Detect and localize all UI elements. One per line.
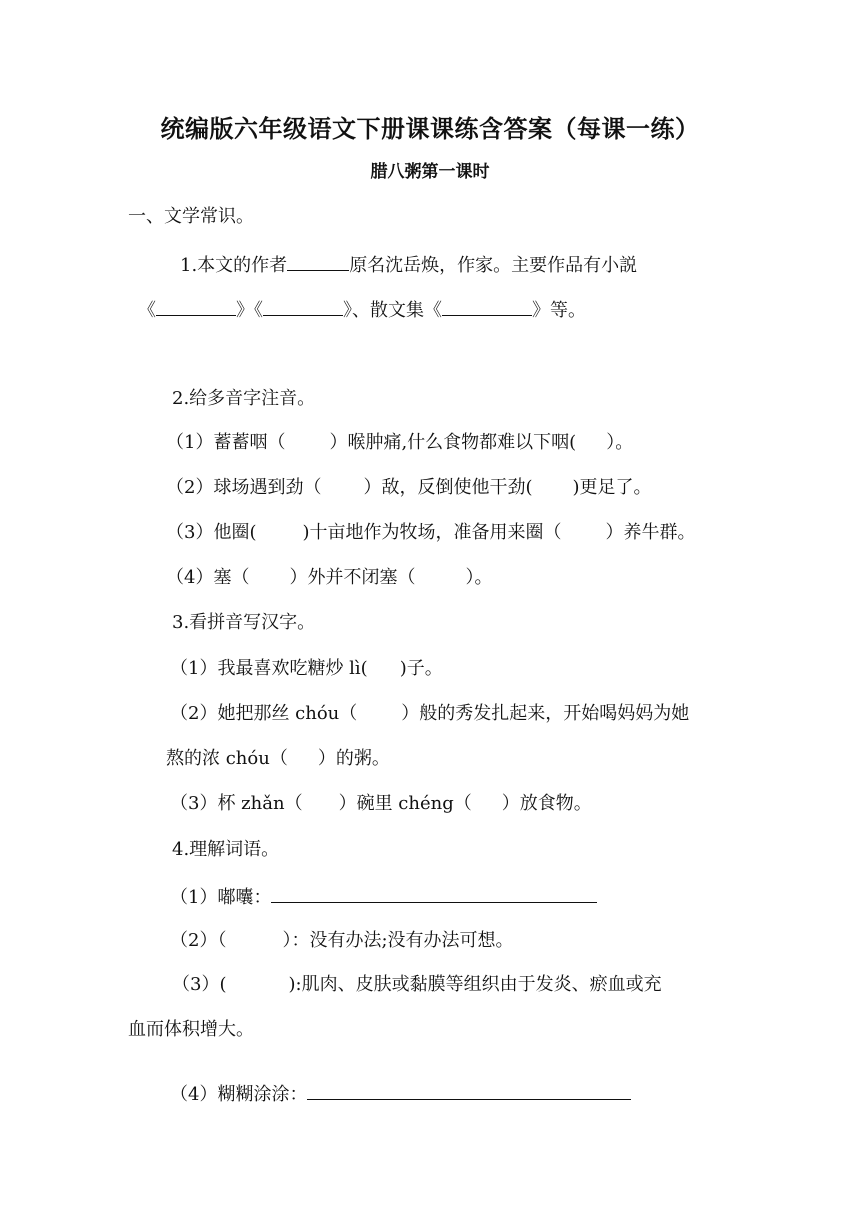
q2-text: ）养牛群。 xyxy=(605,522,696,543)
answer-blank[interactable] xyxy=(156,297,236,316)
q2-text: ）。 xyxy=(465,567,493,588)
q3-item-1 xyxy=(170,657,443,681)
q2-item-4 xyxy=(166,566,492,590)
answer-blank[interactable] xyxy=(442,297,532,316)
q3-heading: 3.看拼音写汉字。 xyxy=(172,612,316,633)
q3-text: （1）我最喜欢吃糖炒 lì( xyxy=(170,658,368,679)
q2-text: )更足了。 xyxy=(572,477,652,498)
q3-item-2 xyxy=(170,702,689,726)
q2-item-3 xyxy=(166,521,696,545)
q2-text: ）敌，反倒使他干劲( xyxy=(363,477,533,498)
q4-item-2 xyxy=(170,929,514,953)
answer-blank[interactable] xyxy=(307,1081,631,1100)
q3-text: ）的粥。 xyxy=(317,748,390,769)
q4-text: （4）糊糊涂涂： xyxy=(170,1084,308,1105)
lesson-subtitle: 腊八粥第一课时 xyxy=(370,162,490,182)
q2-text: （1）蓄蓄咽（ xyxy=(166,432,286,453)
q1-line2 xyxy=(138,297,586,323)
q3-text: ）放食物。 xyxy=(501,793,592,814)
q4-text: ):肌肉、皮肤或黏膜等组织由于发炎、瘀血或充 xyxy=(288,974,662,995)
q2-text: （2）球场遇到劲（ xyxy=(166,477,322,498)
q2-text: )十亩地作为牧场，准备用来圈（ xyxy=(302,522,562,543)
q4-text: ）：没有办法;没有办法可想。 xyxy=(282,930,514,951)
q1-text: 1.本文的作者 xyxy=(180,255,288,276)
q2-heading: 2.给多音字注音。 xyxy=(172,388,316,409)
q4-text: （3）( xyxy=(172,974,227,995)
q3-text: （2）她把那丝 chóu（ xyxy=(170,703,358,724)
q1-text: 》等。 xyxy=(532,300,586,321)
q4-text: （2）（ xyxy=(170,930,227,951)
q1-line1 xyxy=(180,252,637,278)
q2-item-2 xyxy=(166,476,652,500)
q2-text: （3）他圈( xyxy=(166,522,257,543)
q1-text: 《 xyxy=(138,300,156,321)
q4-text: （1）嘟囔： xyxy=(170,887,272,908)
q4-item-4 xyxy=(170,1081,631,1107)
q3-text: ）碗里 chéng（ xyxy=(338,793,472,814)
q2-item-1 xyxy=(166,431,633,455)
q1-text: 原名沈岳焕，作家。主要作品有小説 xyxy=(349,255,638,276)
answer-blank[interactable] xyxy=(271,884,597,903)
q2-text: ）外并不闭塞（ xyxy=(289,567,416,588)
q4-heading: 4.理解词语。 xyxy=(172,839,280,860)
q4-item-3-cont: 血而体积增大。 xyxy=(128,1019,254,1040)
q3-text: 熬的浓 chóu（ xyxy=(166,748,288,769)
q4-item-3 xyxy=(172,973,662,997)
q1-text: 》、散文集《 xyxy=(343,300,442,321)
q3-item-3 xyxy=(170,792,592,816)
q4-item-1 xyxy=(170,884,597,910)
q2-text: （4）塞（ xyxy=(166,567,250,588)
q2-text: ）。 xyxy=(606,432,634,453)
q3-item-2-cont xyxy=(166,747,390,771)
section-heading: 一、文学常识。 xyxy=(128,206,254,227)
q1-text: 》《 xyxy=(236,300,263,321)
q3-text: （3）杯 zhǎn（ xyxy=(170,793,303,814)
answer-blank[interactable] xyxy=(287,252,349,271)
q3-text: ）般的秀发扎起来，开始喝妈妈为她 xyxy=(401,703,690,724)
document-title: 统编版六年级语文下册课课练含答案（每课一练） xyxy=(160,114,700,143)
answer-blank[interactable] xyxy=(263,297,343,316)
q3-text: )子。 xyxy=(399,658,443,679)
q2-text: ）喉肿痛,什么食物都难以下咽( xyxy=(329,432,577,453)
